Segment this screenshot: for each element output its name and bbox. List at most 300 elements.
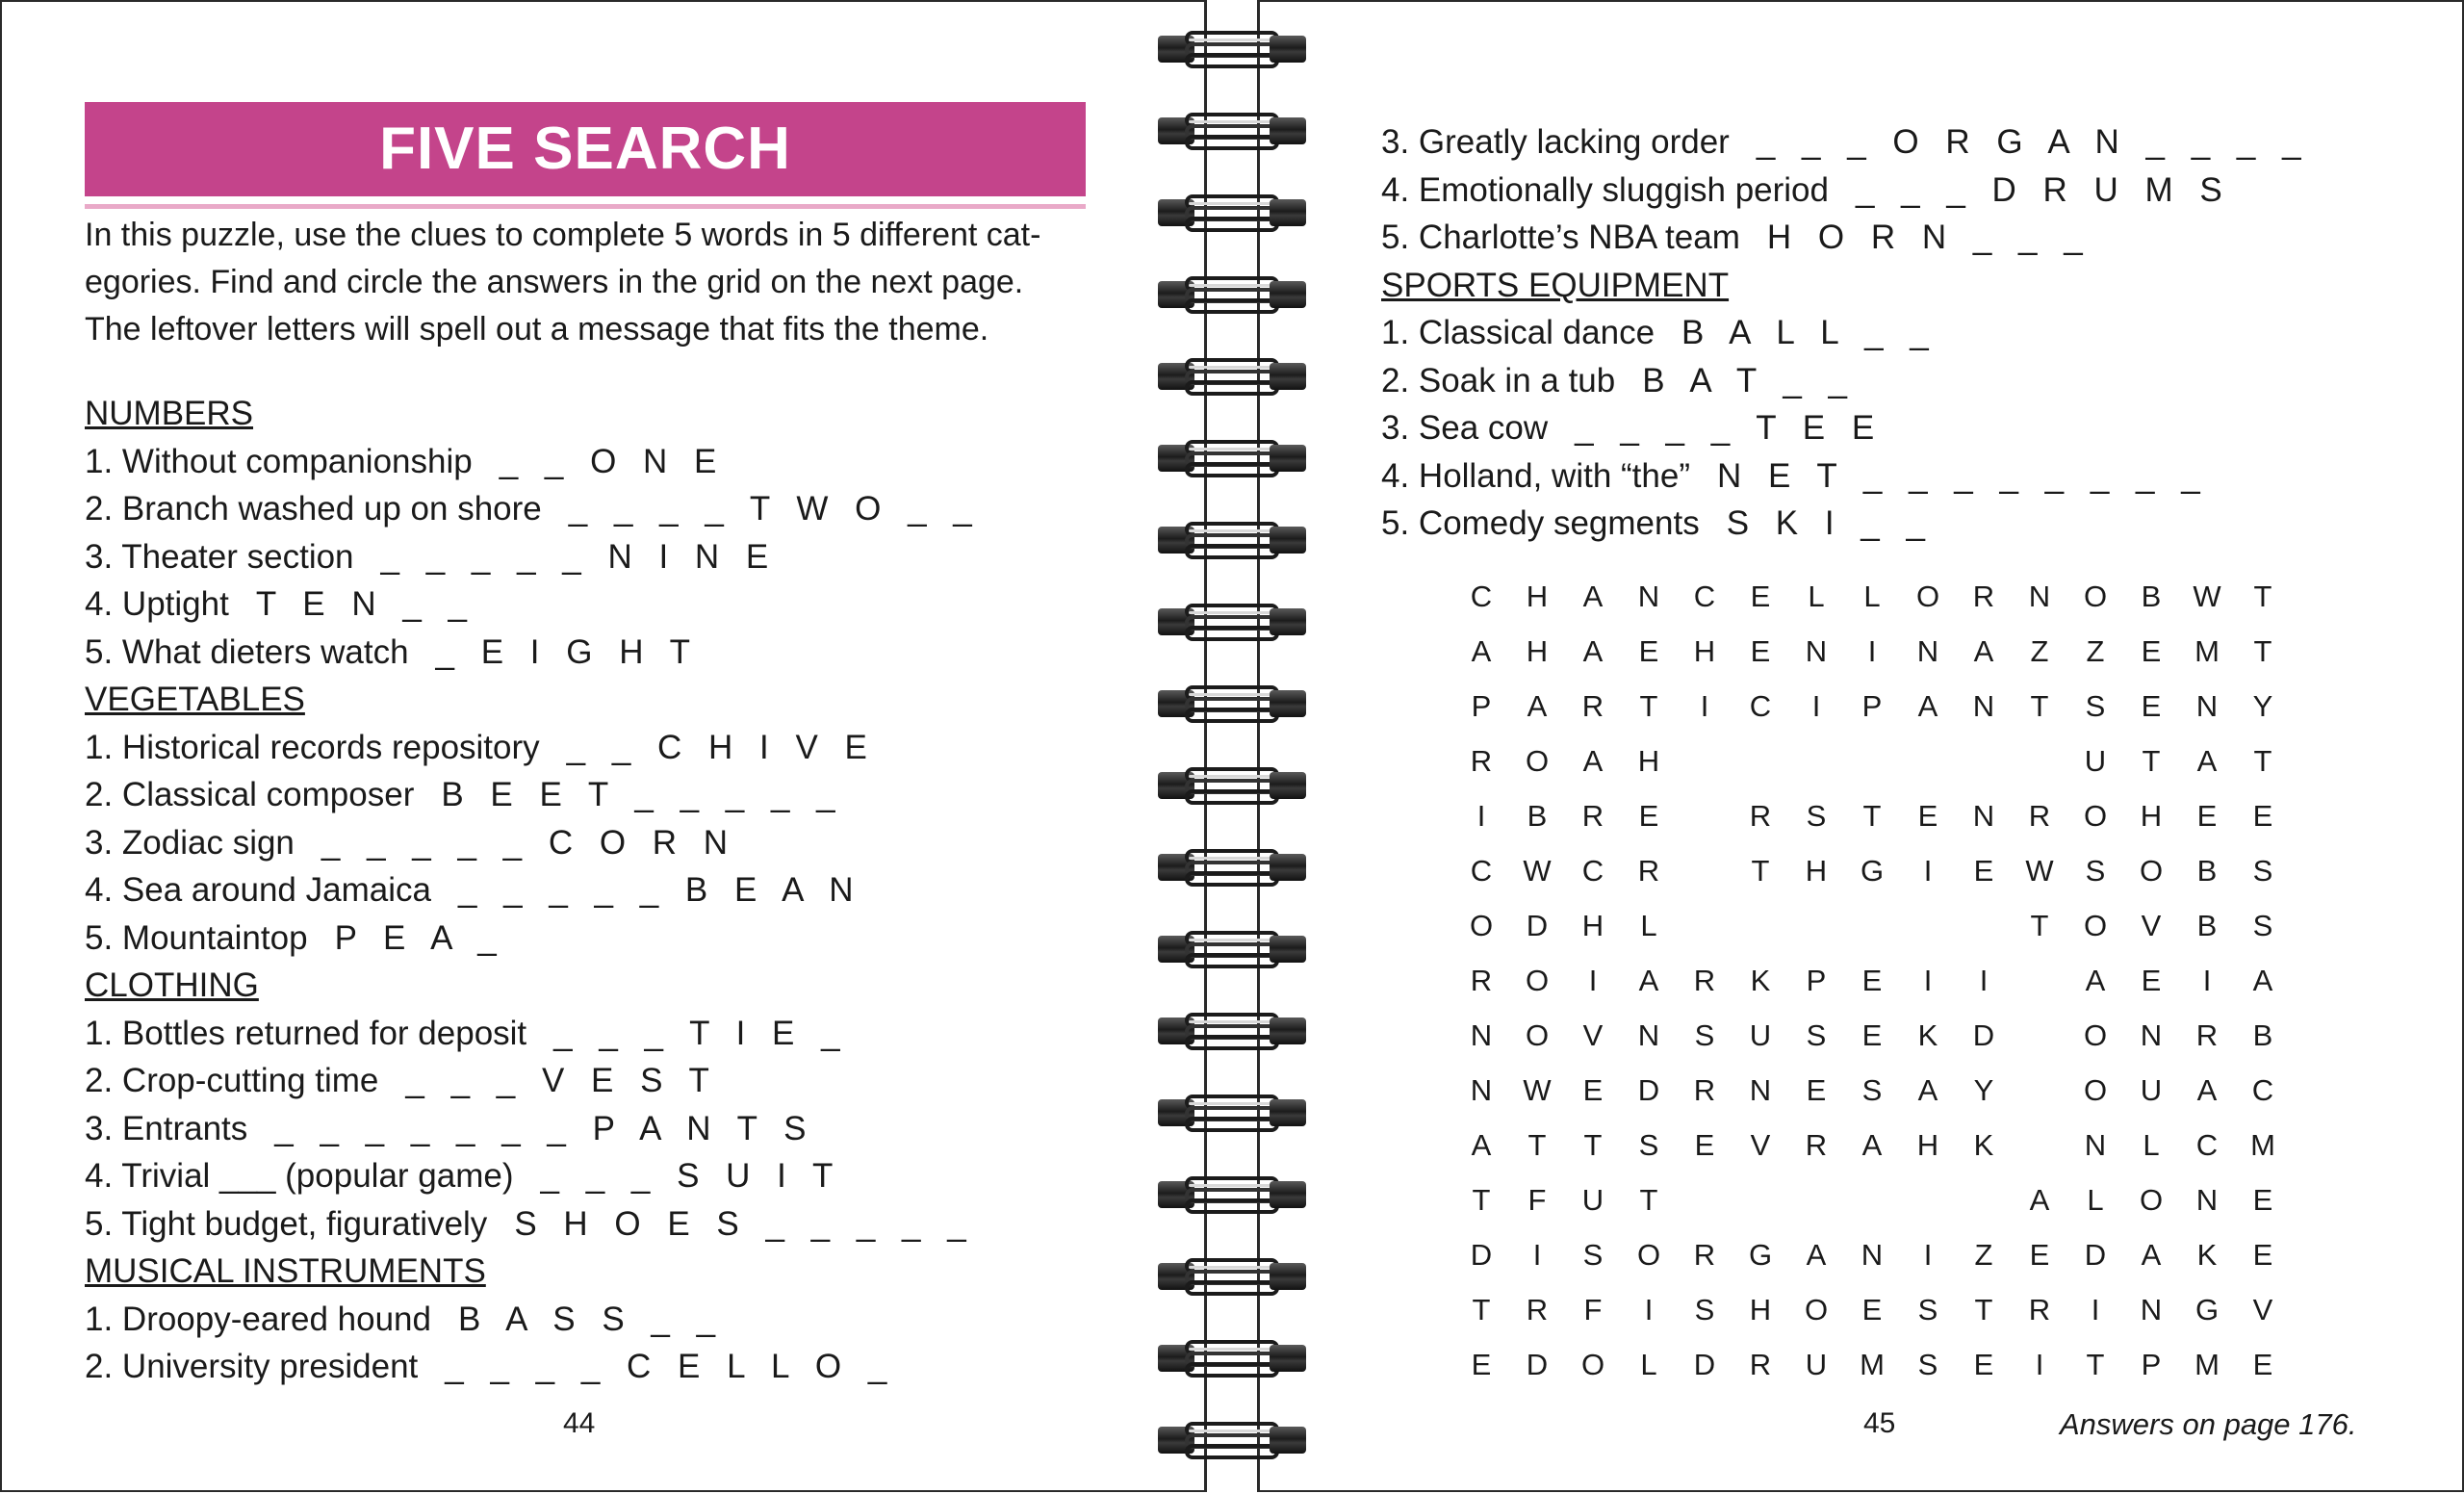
grid-letter[interactable]: H [1805,854,1828,888]
binding-coil [1150,1172,1314,1217]
grid-letter[interactable]: C [2195,1128,2219,1162]
clue-row [85,819,1143,866]
clue-text: 4. Sea around Jamaica [85,871,431,909]
grid-letter[interactable]: F [1527,1183,1547,1217]
clue-row [85,866,1143,914]
binding-coil [1150,1418,1314,1462]
grid-letter[interactable]: F [1583,1293,1603,1327]
grid-letter[interactable]: L [2143,1128,2160,1162]
grid-letter[interactable]: G [2194,1293,2220,1327]
grid-letter[interactable]: K [1973,1128,1994,1162]
grid-letter[interactable]: I [2202,964,2212,997]
grid-letter[interactable]: N [1972,689,1995,723]
grid-letter[interactable]: I [1811,689,1821,723]
grid-letter[interactable]: T [1639,1183,1658,1217]
grid-letter[interactable]: I [1476,799,1486,833]
grid-letter[interactable]: B [2141,580,2162,613]
grid-letter[interactable]: Z [1974,1238,1993,1272]
grid-letter[interactable]: H [1581,909,1604,942]
grid-letter[interactable]: W [1523,1073,1552,1107]
grid-letter[interactable]: W [2025,854,2054,888]
grid-letter[interactable]: Z [2030,634,2049,668]
clue-row [1381,404,2440,451]
grid-letter[interactable]: S [2085,854,2106,888]
grid-letter[interactable]: L [1808,580,1825,613]
grid-letter[interactable]: C [1470,580,1493,613]
clue-answer-blanks: _ E I G H T [435,632,699,671]
grid-letter[interactable]: W [1523,854,1552,888]
grid-letter[interactable]: Z [2086,634,2105,668]
binding-coil [1150,27,1314,71]
grid-letter[interactable]: O [2139,1183,2164,1217]
title-underline-rule [85,204,1086,209]
grid-letter[interactable]: A [2196,744,2218,778]
grid-letter[interactable]: P [1861,689,1883,723]
grid-letter[interactable]: I [2091,1293,2100,1327]
grid-letter[interactable]: T [2253,744,2272,778]
clue-text: 2. University president [85,1348,419,1385]
grid-letter[interactable]: I [1923,1238,1933,1272]
grid-letter[interactable]: A [1471,634,1492,668]
page-title: FIVE SEARCH [379,116,791,182]
category-heading: SPORTS EQUIPMENT [1381,266,1730,304]
clue-text: 2. Classical composer [85,776,415,813]
binding-coil [1150,845,1314,889]
clue-answer-blanks: _ _ _ _ _ C O R N [321,823,737,862]
grid-letter[interactable]: T [1472,1183,1491,1217]
grid-letter[interactable]: R [1693,964,1716,997]
clue-answer-blanks: _ _ _ T I E _ [553,1014,849,1052]
grid-letter[interactable]: S [2252,854,2273,888]
grid-letter[interactable]: U [1749,1018,1772,1052]
grid-letter[interactable]: M [2194,634,2220,668]
clue-row [85,629,1143,676]
grid-letter[interactable]: H [1526,634,1549,668]
grid-letter[interactable]: T [1583,1128,1603,1162]
grid-letter[interactable]: S [2085,689,2106,723]
clue-row [85,724,1143,771]
binding-coil [1150,518,1314,562]
binding-coil [1150,600,1314,644]
clue-text: 1. Droopy-eared hound [85,1300,431,1338]
grid-letter[interactable]: C [1693,580,1716,613]
grid-letter[interactable]: C [1470,854,1493,888]
grid-letter[interactable]: S [1917,1348,1938,1381]
grid-letter[interactable]: U [2140,1073,2163,1107]
grid-letter[interactable]: H [1693,634,1716,668]
grid-letter[interactable]: S [1806,1018,1827,1052]
grid-letter[interactable]: R [2195,1018,2219,1052]
grid-letter[interactable]: T [2253,580,2272,613]
spiral-binding [1150,0,1314,1494]
clue-row [1381,500,2440,547]
grid-letter[interactable]: V [1582,1018,1604,1052]
grid-letter[interactable]: A [1917,1073,1938,1107]
clue-row [85,1152,1143,1199]
grid-letter[interactable]: R [1749,799,1772,833]
grid-letter[interactable]: E [1582,1073,1604,1107]
grid-letter[interactable]: A [1638,964,1659,997]
grid-letter[interactable]: S [1638,1128,1659,1162]
grid-letter[interactable]: L [1640,909,1657,942]
clue-text: 4. Emotionally sluggish period [1381,170,1829,209]
intro-line: egories. Find and circle the answers in the grid on the next page. [85,264,1024,300]
grid-letter[interactable]: N [2195,1183,2219,1217]
grid-letter[interactable]: A [2196,1073,2218,1107]
clue-text: 2. Branch washed up on shore [85,490,542,528]
clue-row [85,1343,1143,1390]
grid-letter[interactable]: I [1532,1238,1542,1272]
clue-answer-blanks: _ _ _ _ T W O _ _ [568,490,981,528]
grid-letter[interactable]: M [1860,1348,1885,1381]
grid-letter[interactable]: A [1806,1238,1827,1272]
grid-letter[interactable]: S [2252,909,2273,942]
grid-letter[interactable]: E [1917,799,1938,833]
grid-letter[interactable]: D [1526,1348,1549,1381]
clue-row [85,485,1143,532]
clue-row [85,1200,1143,1248]
grid-letter[interactable]: G [1860,854,1885,888]
grid-letter[interactable]: E [1861,964,1883,997]
intro-line: In this puzzle, use the clues to complete 5 words in 5 different cat- [85,217,1041,253]
grid-letter[interactable]: R [1805,1128,1828,1162]
clue-answer-blanks: _ _ _ S U I T [540,1157,842,1195]
grid-letter[interactable]: R [1972,580,1995,613]
grid-letter[interactable]: A [1471,1128,1492,1162]
grid-letter[interactable]: I [1923,964,1933,997]
grid-letter[interactable]: H [2140,799,2163,833]
grid-letter[interactable]: E [1861,1018,1883,1052]
right-clue-list [1381,118,2440,552]
grid-letter[interactable]: I [1700,689,1709,723]
grid-letter[interactable]: Y [2252,689,2273,723]
grid-letter[interactable]: O [2083,1073,2108,1107]
clue-row [85,533,1143,580]
grid-letter[interactable]: L [2087,1183,2104,1217]
grid-letter[interactable]: R [1581,689,1604,723]
grid-letter[interactable]: L [1863,580,1881,613]
grid-letter[interactable]: O [1915,580,1940,613]
binding-coil [1150,1254,1314,1299]
grid-letter[interactable]: N [1637,1018,1660,1052]
grid-letter[interactable]: E [2029,1238,2050,1272]
clue-text: 1. Classical dance [1381,314,1656,351]
grid-letter[interactable]: B [2196,854,2218,888]
binding-coil [1150,1336,1314,1380]
clue-text: 5. Tight budget, figuratively [85,1204,488,1243]
grid-letter[interactable]: R [1470,964,1493,997]
grid-letter[interactable]: T [2086,1348,2105,1381]
grid-letter[interactable]: T [1639,689,1658,723]
grid-letter[interactable]: D [1526,909,1549,942]
grid-letter[interactable]: T [2142,744,2161,778]
grid-letter[interactable]: E [2252,799,2273,833]
clue-text: 5. Comedy segments [1381,504,1700,542]
clue-answer-blanks: _ _ _ _ _ N I N E [380,537,778,576]
grid-letter[interactable]: V [2252,1293,2273,1327]
grid-letter[interactable]: E [2252,1183,2273,1217]
grid-letter[interactable]: O [2083,799,2108,833]
grid-letter[interactable]: R [1637,854,1660,888]
grid-letter[interactable]: T [1472,1293,1491,1327]
clue-answer-blanks: _ _ _ O R G A N _ _ _ _ [1756,123,2310,161]
grid-letter[interactable]: A [2252,964,2273,997]
grid-letter[interactable]: R [1470,744,1493,778]
grid-letter[interactable]: K [1917,1018,1938,1052]
clue-row [85,771,1143,818]
grid-letter[interactable]: O [2083,909,2108,942]
right-page-number: 45 [1863,1407,1896,1439]
clue-text: 3. Sea cow [1381,409,1549,447]
clue-text: 3. Entrants [85,1109,248,1147]
clue-row [1381,118,2440,166]
grid-letter[interactable]: N [2084,1128,2107,1162]
grid-letter[interactable]: N [2140,1293,2163,1327]
clue-answer-blanks: N E T _ _ _ _ _ _ _ _ [1716,456,2209,495]
grid-letter[interactable]: B [2252,1018,2273,1052]
grid-letter[interactable]: U [1581,1183,1604,1217]
grid-letter[interactable]: A [1973,634,1994,668]
clue-text: 5. Charlotte’s NBA team [1381,219,1740,256]
clue-row [85,914,1143,962]
category-heading: NUMBERS [85,395,254,432]
grid-letter[interactable]: A [1861,1128,1883,1162]
grid-letter[interactable]: D [1470,1238,1493,1272]
grid-letter[interactable]: R [1581,799,1604,833]
binding-coil [1150,927,1314,971]
intro-paragraph [85,212,1095,353]
intro-line: The leftover letters will spell out a message that fits the theme. [85,311,989,348]
grid-letter[interactable]: C [2251,1073,2274,1107]
clue-answer-blanks: _ _ _ _ _ B E A N [457,871,862,909]
clue-answer-blanks: _ _ _ D R U M S [1855,170,2231,209]
clue-text: 4. Holland, with “the” [1381,456,1690,495]
title-banner [85,102,1086,196]
grid-letter[interactable]: A [2141,1238,2162,1272]
grid-letter[interactable]: N [1749,1073,1772,1107]
grid-letter[interactable]: E [1638,634,1659,668]
clue-text: 2. Soak in a tub [1381,361,1616,399]
grid-letter[interactable]: N [1470,1073,1493,1107]
grid-letter[interactable]: R [1526,1293,1549,1327]
category-heading: CLOTHING [85,966,259,1004]
grid-letter[interactable]: I [1644,1293,1654,1327]
grid-letter[interactable]: E [1973,1348,1994,1381]
grid-letter[interactable]: E [2141,689,2162,723]
grid-letter[interactable]: P [1806,964,1827,997]
grid-letter[interactable]: A [2085,964,2106,997]
binding-coil [1150,191,1314,235]
grid-letter[interactable]: K [1750,964,1771,997]
grid-letter[interactable]: R [1693,1238,1716,1272]
clue-row [1381,309,2440,356]
grid-letter[interactable]: M [2250,1128,2275,1162]
grid-letter[interactable]: O [1636,1238,1661,1272]
grid-letter[interactable]: O [1804,1293,1829,1327]
grid-letter[interactable]: E [1973,854,1994,888]
grid-letter[interactable]: S [1806,799,1827,833]
grid-letter[interactable]: E [1750,580,1771,613]
grid-letter[interactable]: O [2139,854,2164,888]
grid-letter[interactable]: R [1693,1073,1716,1107]
grid-letter[interactable]: H [1637,744,1660,778]
grid-letter[interactable]: H [1526,580,1549,613]
clue-text: 3. Greatly lacking order [1381,123,1730,161]
clue-answer-blanks: S K I _ _ [1726,504,1934,542]
grid-letter[interactable]: N [1916,634,1939,668]
grid-letter[interactable]: K [2196,1238,2218,1272]
grid-letter[interactable]: R [2028,1293,2051,1327]
grid-letter[interactable]: B [1527,799,1548,833]
clue-answer-blanks: _ _ _ V E S T [405,1062,718,1099]
binding-coil [1150,763,1314,808]
grid-letter[interactable]: S [1694,1293,1715,1327]
clue-text: 4. Trivial ___ (popular game) [85,1157,514,1195]
grid-letter[interactable]: T [1974,1293,1993,1327]
grid-letter[interactable]: I [1979,964,1989,997]
category-heading: VEGETABLES [85,681,305,718]
clue-row [85,438,1143,485]
grid-letter[interactable]: E [1806,1073,1827,1107]
grid-letter[interactable]: E [1750,634,1771,668]
grid-letter[interactable]: T [2030,689,2049,723]
grid-letter[interactable]: S [1861,1073,1883,1107]
grid-letter[interactable]: A [1582,580,1604,613]
grid-letter[interactable]: A [1527,689,1548,723]
grid-letter[interactable]: S [1917,1293,1938,1327]
grid-letter[interactable]: N [2028,580,2051,613]
grid-letter[interactable]: T [2030,909,2049,942]
clue-answer-blanks: _ _ _ _ _ _ _ P A N T S [274,1109,815,1147]
grid-letter[interactable]: O [2083,1018,2108,1052]
clue-answer-blanks: B A S S _ _ [457,1300,725,1338]
grid-letter[interactable]: S [1582,1238,1604,1272]
grid-letter[interactable]: Y [1973,1073,1994,1107]
grid-letter[interactable]: T [1751,854,1770,888]
binding-coil [1150,1091,1314,1135]
grid-letter[interactable]: U [1805,1348,1828,1381]
grid-letter[interactable]: T [1862,799,1882,833]
grid-letter[interactable]: I [1588,964,1598,997]
grid-letter[interactable]: V [2141,909,2162,942]
clue-row [85,1105,1143,1152]
clue-row [85,1057,1143,1104]
grid-letter[interactable]: O [1525,964,1550,997]
grid-letter[interactable]: O [2083,580,2108,613]
grid-letter[interactable]: D [1637,1073,1660,1107]
grid-letter[interactable]: A [1582,744,1604,778]
grid-letter[interactable]: N [1972,799,1995,833]
clue-text: 2. Crop-cutting time [85,1062,379,1099]
grid-letter[interactable]: S [1694,1018,1715,1052]
grid-letter[interactable]: V [1750,1128,1771,1162]
clue-text: 1. Without companionship [85,442,473,480]
clue-answer-blanks: T E N _ _ [255,585,476,623]
clue-text: 4. Uptight [85,585,229,623]
grid-letter[interactable]: I [2035,1348,2044,1381]
left-page-number: 44 [563,1407,596,1439]
clue-answer-blanks: S H O E S _ _ _ _ _ [514,1204,975,1243]
grid-letter[interactable]: E [2196,799,2218,833]
clue-row [1381,357,2440,404]
grid-letter[interactable]: T [2253,634,2272,668]
grid-letter[interactable]: E [1694,1128,1715,1162]
grid-letter[interactable]: I [1923,854,1933,888]
grid-letter[interactable]: N [2140,1018,2163,1052]
grid-letter[interactable]: L [1640,1348,1657,1381]
grid-letter[interactable]: E [2141,964,2162,997]
grid-letter[interactable]: C [1749,689,1772,723]
clue-text: 3. Theater section [85,537,354,576]
grid-letter[interactable]: D [1693,1348,1716,1381]
grid-letter[interactable]: N [1637,580,1660,613]
grid-letter[interactable]: N [2195,689,2219,723]
grid-letter[interactable]: A [2029,1183,2050,1217]
grid-letter[interactable]: R [1749,1348,1772,1381]
grid-letter[interactable]: I [1867,634,1877,668]
binding-coil [1150,109,1314,153]
clue-answer-blanks: H O R N _ _ _ [1766,219,2092,256]
grid-letter[interactable]: N [1861,1238,1884,1272]
grid-letter[interactable]: D [1972,1018,1995,1052]
grid-letter[interactable]: G [1748,1238,1773,1272]
grid-letter[interactable]: E [2252,1348,2273,1381]
clue-row [1381,167,2440,214]
clue-answer-blanks: B E E T _ _ _ _ _ [441,776,844,813]
binding-coil [1150,272,1314,317]
clue-answer-blanks: B A L L _ _ [1681,314,1938,351]
grid-letter[interactable]: R [2028,799,2051,833]
grid-letter[interactable]: H [1916,1128,1939,1162]
grid-letter[interactable]: M [2194,1348,2220,1381]
clue-answer-blanks: _ _ C H I V E [566,728,876,766]
clue-text: 1. Historical records repository [85,728,540,766]
clue-row [85,1296,1143,1343]
clue-answer-blanks: B A T _ _ [1642,361,1857,399]
grid-letter[interactable]: O [1525,1018,1550,1052]
grid-letter[interactable]: O [1525,744,1550,778]
grid-letter[interactable]: D [2084,1238,2107,1272]
grid-letter[interactable]: E [1471,1348,1492,1381]
binding-coil [1150,1009,1314,1053]
grid-letter[interactable]: O [1469,909,1494,942]
grid-letter[interactable]: U [2084,744,2107,778]
grid-letter[interactable]: H [1749,1293,1772,1327]
grid-letter[interactable]: N [1470,1018,1493,1052]
binding-coil [1150,354,1314,399]
grid-letter[interactable]: N [1805,634,1828,668]
grid-letter[interactable]: E [1861,1293,1883,1327]
grid-letter[interactable]: E [2252,1238,2273,1272]
grid-letter[interactable]: C [1581,854,1604,888]
clue-row [85,1010,1143,1057]
clue-answer-blanks: _ _ _ _ C E L L O _ [445,1348,896,1385]
clue-answer-blanks: _ _ O N E [499,442,726,480]
grid-letter[interactable]: T [1527,1128,1547,1162]
grid-letter[interactable]: A [1917,689,1938,723]
grid-letter[interactable]: A [1582,634,1604,668]
grid-letter[interactable]: W [2193,580,2221,613]
grid-letter[interactable]: P [2141,1348,2162,1381]
clue-row [1381,452,2440,500]
left-clue-list [85,390,1143,1391]
clue-text: 1. Bottles returned for deposit [85,1014,527,1052]
grid-letter[interactable]: P [1471,689,1492,723]
grid-letter[interactable]: B [2196,909,2218,942]
grid-letter[interactable]: E [2141,634,2162,668]
grid-letter[interactable]: E [1638,799,1659,833]
grid-letter[interactable]: O [1580,1348,1605,1381]
